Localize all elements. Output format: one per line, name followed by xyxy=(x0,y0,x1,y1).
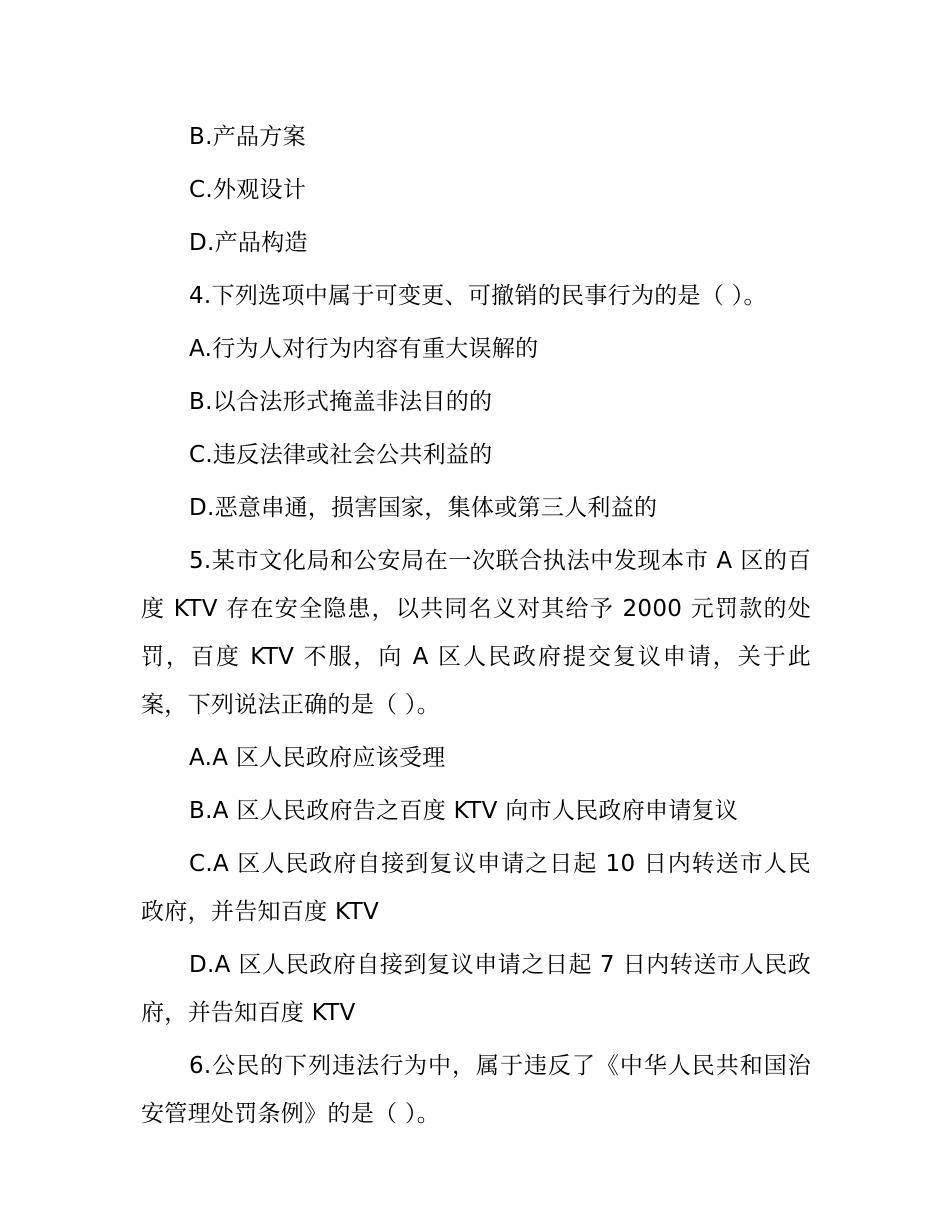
option-a-q5: A.A 区人民政府应该受理 xyxy=(189,745,446,771)
option-c-q4: C.违反法律或社会公共利益的 xyxy=(189,442,493,468)
question-4: 4.下列选项中属于可变更、可撤销的民事行为的是（ ）。 xyxy=(189,283,767,309)
option-c-q3: C.外观设计 xyxy=(189,177,307,203)
option-d-q5: D.A 区人民政府自接到复议申请之日起 7 日内转送市人民政府，并告知百度 KTV xyxy=(141,952,811,1026)
option-d-q3: D.产品构造 xyxy=(189,230,308,256)
question-6: 6.公民的下列违法行为中，属于违反了《中华人民共和国治安管理处罚条例》的是（ ）。 xyxy=(141,1053,811,1127)
option-c-q5: C.A 区人民政府自接到复议申请之日起 10 日内转送市人民政府，并告知百度 KTV xyxy=(141,851,811,925)
option-d-q4: D.恶意串通，损害国家，集体或第三人利益的 xyxy=(189,495,658,521)
question-5: 5.某市文化局和公安局在一次联合执法中发现本市 A 区的百度 KTV 存在安全隐患，以共同名义对其给予 2000 元罚款的处罚，百度 KTV 不服，向 A 区人民政府提交复议申请，关于此案，下列说法正确的是（ ）。 xyxy=(141,548,811,718)
document-body xyxy=(141,113,811,1143)
option-b-q3: B.产品方案 xyxy=(189,124,306,150)
option-b-q5: B.A 区人民政府告之百度 KTV 向市人民政府申请复议 xyxy=(189,798,739,824)
option-b-q4: B.以合法形式掩盖非法目的的 xyxy=(189,389,493,415)
option-a-q4: A.行为人对行为内容有重大误解的 xyxy=(189,336,539,362)
